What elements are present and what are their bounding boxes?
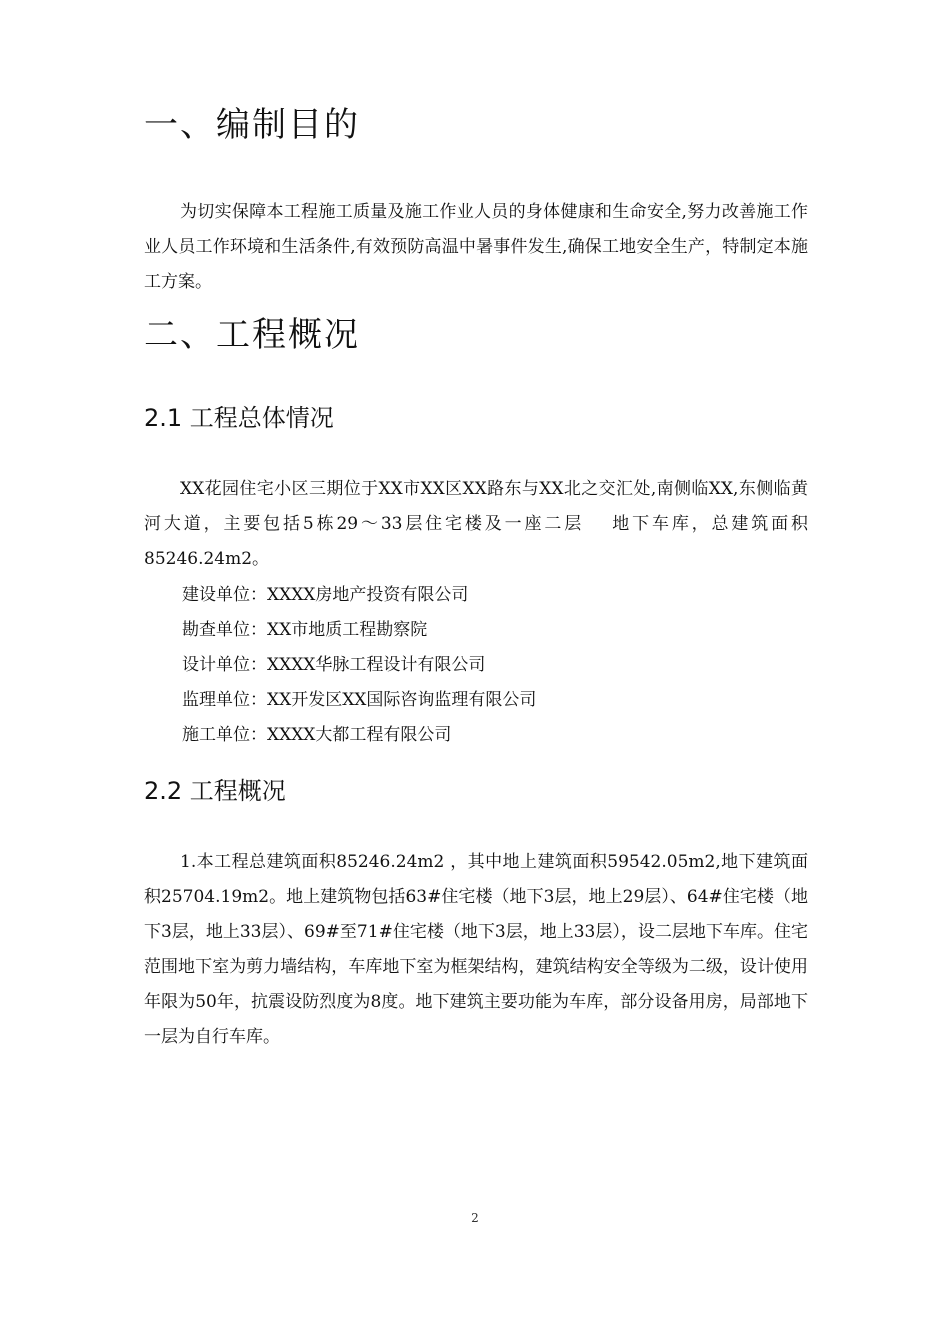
section-heading-overview: 二、工程概况 (144, 315, 360, 355)
unit-line-construction: 建设单位：XXXX房地产投资有限公司 (182, 585, 469, 605)
section-heading-purpose: 一、编制目的 (144, 105, 360, 145)
page-number: 2 (471, 1211, 479, 1225)
unit-line-survey: 勘查单位：XX市地质工程勘察院 (182, 620, 428, 640)
purpose-paragraph: 为切实保障本工程施工质量及施工作业人员的身体健康和生命安全,努力改善施工作业人员工作环境和生活条件,有效预防高温中暑事件发生,确保工地安全生产，特制定本施工方案。 (144, 202, 808, 292)
subsection-heading-general: 2.1 工程总体情况 (144, 404, 334, 432)
subsection-heading-project: 2.2 工程概况 (144, 777, 286, 805)
unit-line-supervision: 监理单位：XX开发区XX国际咨询监理有限公司 (182, 690, 537, 710)
unit-line-contractor: 施工单位：XXXX大都工程有限公司 (182, 725, 452, 745)
project-paragraph: 1.本工程总建筑面积85246.24m2 ，其中地上建筑面积59542.05m2,地下建筑面积25704.19m2。地上建筑物包括63#住宅楼（地下3层，地上29层）、64#住宅楼（地下3层，地上33层）、69#至71#住宅楼（地下3层，地上33层），设二层地下车库。住宅范围地下室为剪力墙结构，车库地下室为框架结构，建筑结构安全等级为二级，设计使用年限为50年，抗震设防烈度为8度。地下建筑主要功能为车库，部分设备用房，局部地下一层为自行车库。 (144, 852, 808, 1047)
unit-line-design: 设计单位：XXXX华脉工程设计有限公司 (182, 655, 486, 675)
general-paragraph: XX花园住宅小区三期位于XX市XX区XX路东与XX北之交汇处,南侧临XX,东侧临黄河大道，主要包括5栋29～33层住宅楼及一座二层 地下车库，总建筑面积85246.24m2。 (144, 479, 808, 569)
